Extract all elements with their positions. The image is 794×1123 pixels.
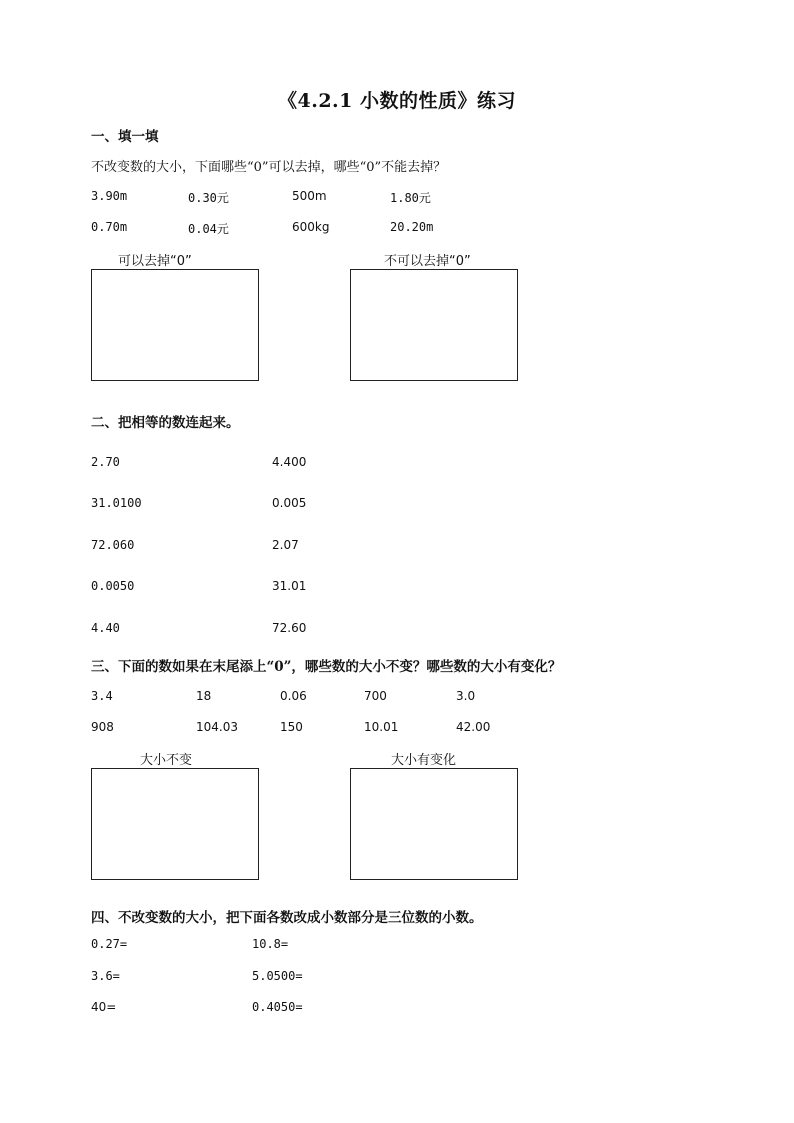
s1-item: 600kg <box>292 220 330 234</box>
section4-heading: 四、不改变数的大小，把下面各数改成小数部分是三位数的小数。 <box>91 910 483 926</box>
match-left-item[interactable]: 72.060 <box>91 538 135 552</box>
s3-item: 10.01 <box>364 720 399 734</box>
s4-item[interactable]: 10.8= <box>252 937 289 951</box>
s3-item: 908 <box>91 720 114 734</box>
s3-item: 3.4 <box>91 689 113 703</box>
s1-item: 20.20m <box>390 220 434 234</box>
box-label-removable: 可以去掉“0” <box>118 254 192 269</box>
section3-heading: 三、下面的数如果在末尾添上“0”，哪些数的大小不变？哪些数的大小有变化？ <box>91 659 562 675</box>
s3-item: 0.06 <box>280 689 307 703</box>
box-label-not-removable: 不可以去掉“0” <box>384 254 471 269</box>
answer-box-removable[interactable] <box>91 269 259 381</box>
match-right-item[interactable]: 31.01 <box>272 579 307 593</box>
section1-heading: 一、填一填 <box>91 129 159 145</box>
match-right-item[interactable]: 4.400 <box>272 455 307 469</box>
s4-item[interactable]: 0.27= <box>91 937 128 951</box>
s3-item: 150 <box>280 720 303 734</box>
page-title: 《4.2.1 小数的性质》练习 <box>277 90 516 112</box>
match-right-item[interactable]: 72.60 <box>272 621 307 635</box>
s3-item: 104.03 <box>196 720 238 734</box>
s3-item: 42.00 <box>456 720 491 734</box>
match-left-item[interactable]: 0.0050 <box>91 579 135 593</box>
s1-item: 0.04元 <box>188 222 229 236</box>
s3-item: 18 <box>196 689 212 703</box>
box-label-changed: 大小有变化 <box>391 753 457 768</box>
s1-item: 0.30元 <box>188 191 229 205</box>
s3-item: 700 <box>364 689 387 703</box>
match-left-item[interactable]: 31.0100 <box>91 496 142 510</box>
match-right-item[interactable]: 0.005 <box>272 496 307 510</box>
s1-item: 1.80元 <box>390 191 431 205</box>
s3-item: 3.0 <box>456 689 476 703</box>
s4-item[interactable]: 40= <box>91 1000 117 1014</box>
section1-prompt: 不改变数的大小，下面哪些“0”可以去掉，哪些“0”不能去掉？ <box>91 160 447 175</box>
match-right-item[interactable]: 2.07 <box>272 538 299 552</box>
s1-item: 3.90m <box>91 189 128 203</box>
match-left-item[interactable]: 2.70 <box>91 455 120 469</box>
box-label-unchanged: 大小不变 <box>140 753 193 768</box>
section2-heading: 二、把相等的数连起来。 <box>91 415 240 431</box>
answer-box-changed[interactable] <box>350 768 518 880</box>
answer-box-unchanged[interactable] <box>91 768 259 880</box>
s1-item: 500m <box>292 189 327 203</box>
s4-item[interactable]: 5.0500= <box>252 969 303 983</box>
answer-box-not-removable[interactable] <box>350 269 518 381</box>
s4-item[interactable]: 0.4050= <box>252 1000 303 1014</box>
s4-item[interactable]: 3.6= <box>91 969 120 983</box>
match-left-item[interactable]: 4.40 <box>91 621 120 635</box>
s1-item: 0.70m <box>91 220 128 234</box>
